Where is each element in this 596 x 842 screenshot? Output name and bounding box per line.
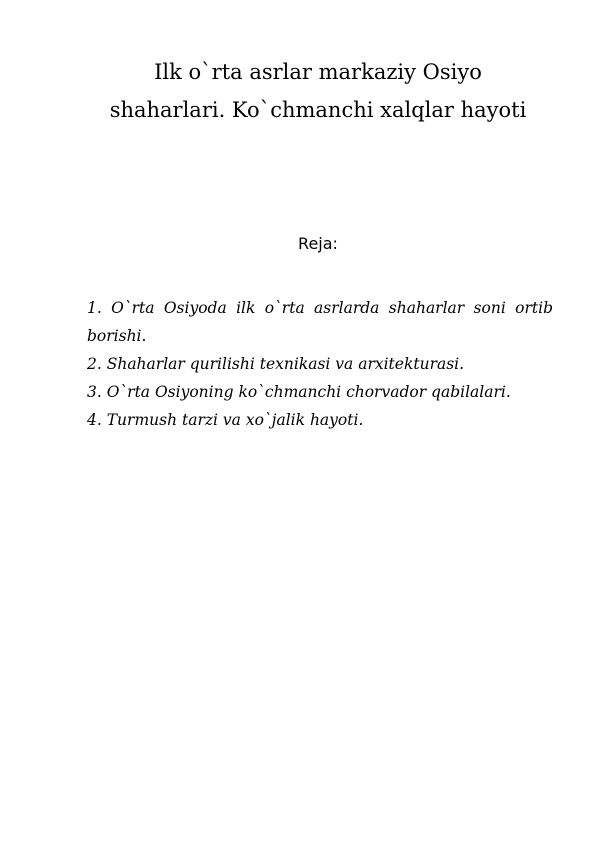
document-title bbox=[40, 53, 596, 129]
plan-item-3: 3. O`rta Osiyoning ko`chmanchi chorvador qabilalari. bbox=[87, 383, 511, 401]
plan-item-2: 2. Shaharlar qurilishi texnikasi va arxitekturasi. bbox=[87, 355, 465, 373]
plan-item-4: 4. Turmush tarzi va xo`jalik hayoti. bbox=[87, 411, 364, 429]
plan-item-1 bbox=[87, 294, 553, 350]
plan-list bbox=[87, 294, 553, 434]
title-line-1: Ilk o`rta asrlar markaziy Osiyo bbox=[154, 60, 482, 84]
title-line-2: shaharlari. Ko`chmanchi xalqlar hayoti bbox=[109, 98, 527, 122]
plan-heading: Reja: bbox=[298, 234, 338, 253]
plan-item-1-line-1: 1. O`rta Osiyoda ilk o`rta asrlarda shaharlar soni ortib bbox=[87, 299, 553, 317]
plan-item-1-line-2: borishi. bbox=[87, 327, 147, 345]
